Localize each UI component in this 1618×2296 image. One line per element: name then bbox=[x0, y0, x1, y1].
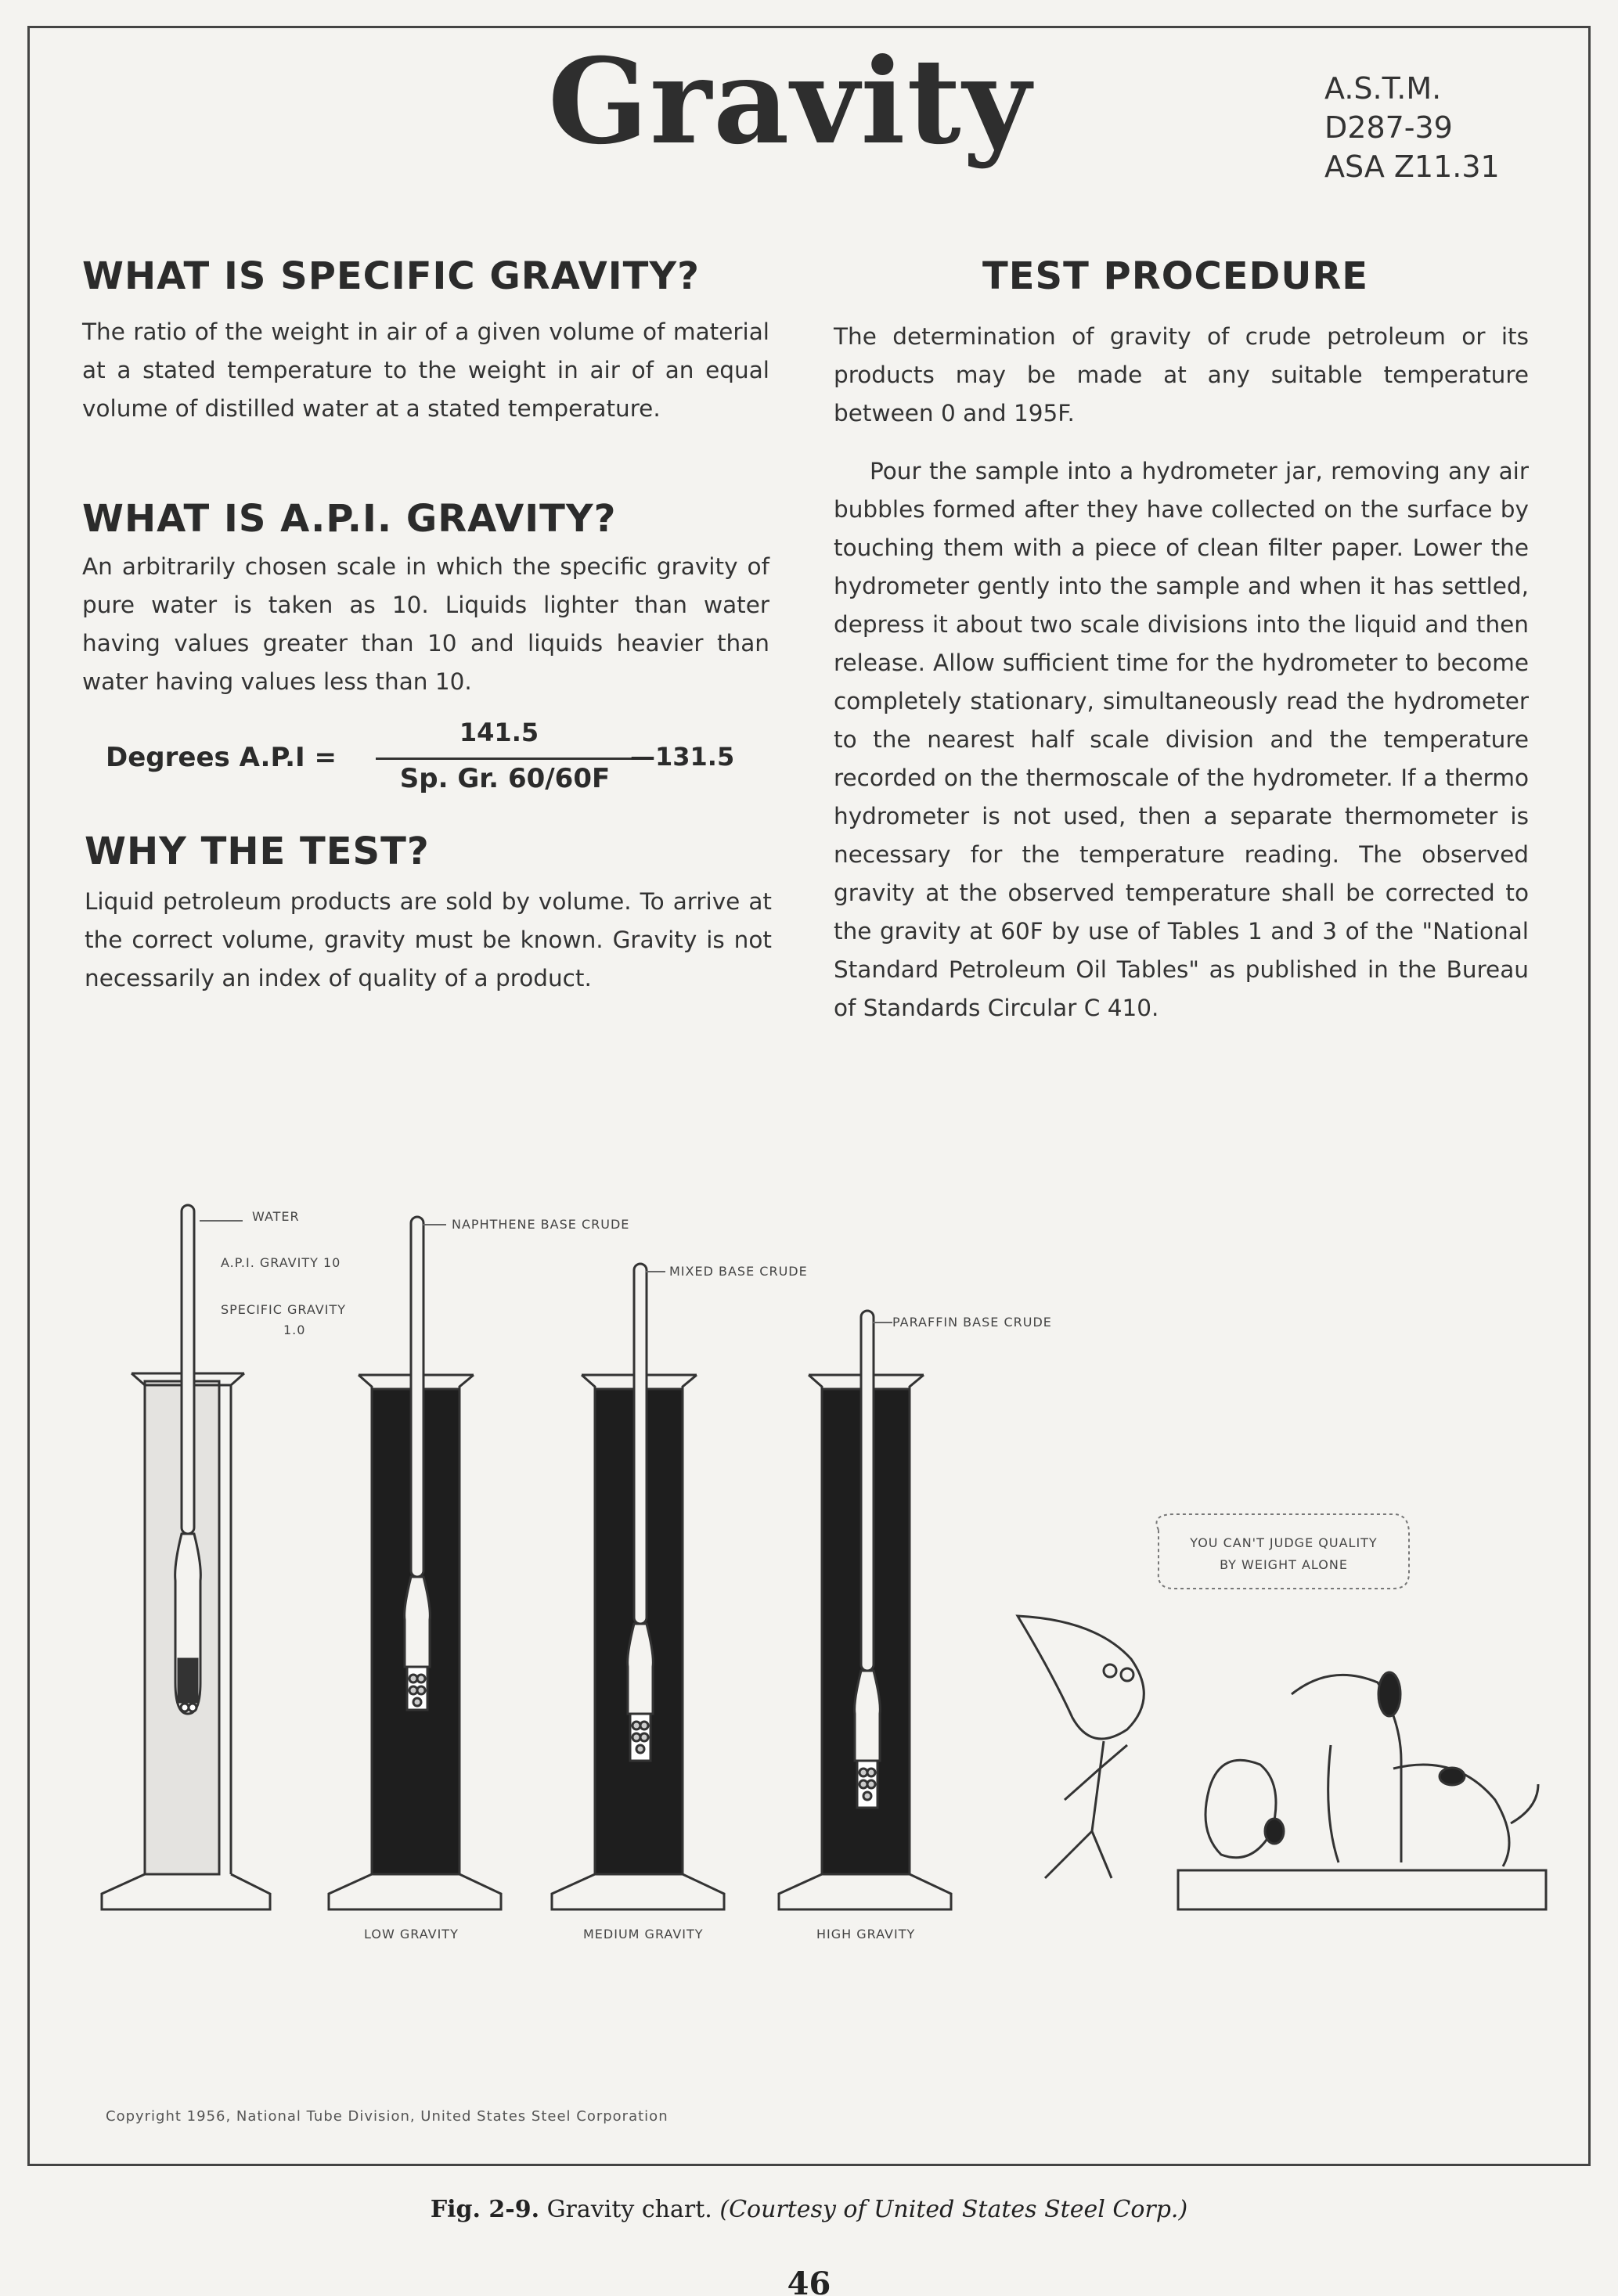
specific-gravity-body: The ratio of the weight in air of a given volume of material at a stated temperature to the weight in air of an equal volume of distilled water at a stated temperature. bbox=[82, 318, 769, 422]
figure-number: Fig. 2-9. bbox=[430, 2196, 540, 2223]
label-mixed-crude: MIXED BASE CRUDE bbox=[669, 1264, 808, 1279]
label-low-gravity: LOW GRAVITY bbox=[364, 1927, 459, 1942]
standard-ref: D287-39 bbox=[1324, 110, 1453, 145]
why-test-heading: WHY THE TEST? bbox=[85, 830, 430, 873]
page-number: 46 bbox=[787, 2265, 831, 2296]
test-procedure-heading: TEST PROCEDURE bbox=[982, 254, 1369, 298]
standard-ref: A.S.T.M. bbox=[1324, 71, 1442, 106]
cartoon-drop-character bbox=[1018, 1616, 1144, 1878]
copyright-line: Copyright 1956, National Tube Division, United States Steel Corporation bbox=[106, 2108, 668, 2125]
label-specific-gravity: SPECIFIC GRAVITY bbox=[221, 1302, 346, 1317]
speech-bubble bbox=[1157, 1514, 1410, 1589]
label-high-gravity: HIGH GRAVITY bbox=[816, 1927, 916, 1942]
standard-ref: ASA Z11.31 bbox=[1324, 149, 1500, 184]
label-naphthene-crude: NAPHTHENE BASE CRUDE bbox=[452, 1217, 630, 1232]
specific-gravity-heading: WHAT IS SPECIFIC GRAVITY? bbox=[82, 254, 700, 298]
page-title: Gravity bbox=[548, 33, 1032, 171]
label-water: WATER bbox=[252, 1209, 300, 1224]
speech-bubble-line-2: BY WEIGHT ALONE bbox=[1220, 1557, 1348, 1572]
label-paraffin-crude: PARAFFIN BASE CRUDE bbox=[892, 1315, 1052, 1330]
procedure-paragraph-1: The determination of gravity of crude petroleum or its products may be made at any suitable temperature between 0 and 195F. bbox=[834, 323, 1529, 426]
formula-lhs: Degrees A.P.I = bbox=[106, 742, 337, 773]
api-gravity-body: An arbitrarily chosen scale in which the specific gravity of pure water is taken as 10. Liquids lighter than water having values greater than 10 and liquids heavier than water having values less than 10. bbox=[82, 553, 769, 695]
why-test-body: Liquid petroleum products are sold by volume. To arrive at the correct volume, gravity must be known. Gravity is not necessarily an index of quality of a product. bbox=[85, 888, 772, 991]
formula-rhs: —131.5 bbox=[630, 742, 735, 772]
figure-caption-text: Gravity chart. bbox=[546, 2196, 712, 2223]
figure-credit: (Courtesy of United States Steel Corp.) bbox=[719, 2196, 1188, 2223]
procedure-paragraph-2: Pour the sample into a hydrometer jar, removing any air bubbles formed after they have collected on the surface by touching them with a piece of clean filter paper. Lower the hydrometer gently into the sample and when it has settled, depress it about two scale divisions into the liquid and then release. Allow sufficient time for the hydrometer to become completely stationary, simultaneously read the hydrometer to the nearest half scale division and the temperature recorded on the thermoscale of the hydrometer. If a thermo hydrometer is not used, then a separate thermometer is necessary for the temperature reading. The observed gravity at the observed temperature shall be corrected to the gravity at 60F by use of Tables 1 and 3 of the "National Standard Petroleum Oil Tables" as published in the Bureau of Standards Circular C 410. bbox=[834, 458, 1529, 1021]
formula-denominator: Sp. Gr. 60/60F bbox=[399, 763, 611, 794]
figure-caption bbox=[0, 2196, 1618, 2223]
api-gravity-heading: WHAT IS A.P.I. GRAVITY? bbox=[82, 497, 617, 541]
cartoon-dogs bbox=[1178, 1672, 1546, 1909]
label-specific-gravity-value: 1.0 bbox=[283, 1323, 306, 1337]
label-medium-gravity: MEDIUM GRAVITY bbox=[583, 1927, 704, 1942]
formula-numerator: 141.5 bbox=[459, 718, 539, 747]
speech-bubble-line-1: YOU CAN'T JUDGE QUALITY bbox=[1190, 1535, 1378, 1550]
label-api-gravity-10: A.P.I. GRAVITY 10 bbox=[221, 1255, 341, 1270]
